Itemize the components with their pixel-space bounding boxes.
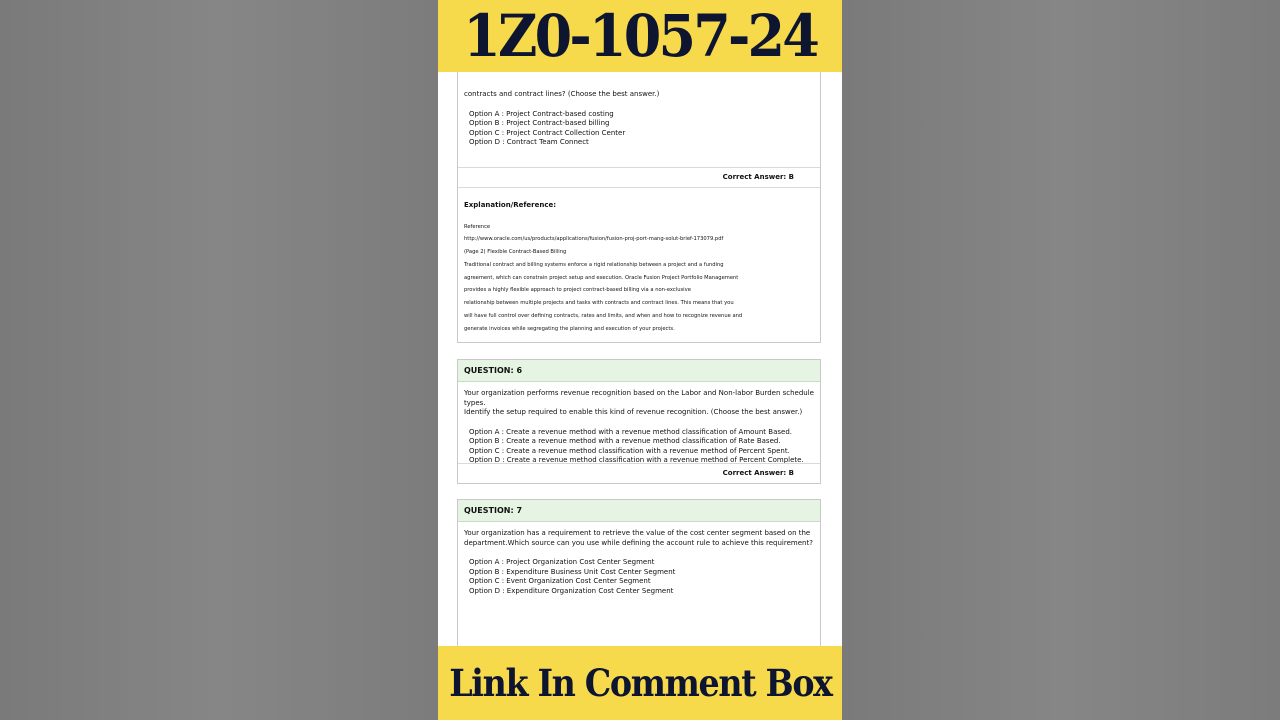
question-7-heading: QUESTION: 7 [458, 500, 820, 522]
explanation-line: will have full control over defining contracts, rates and limits, and when and how to recognize revenue and [464, 313, 743, 320]
explanation-line: Traditional contract and billing systems enforce a rigid relationship between a project and a funding [464, 261, 724, 268]
call-to-action-text: Link In Comment Box [448, 660, 832, 705]
question-text-line: department.Which source can you use while defining the account rule to achieve this requirement? [464, 538, 813, 547]
blurred-background-left [0, 0, 438, 720]
explanation-line: (Page 2) Flexible Contract-Based Billing [464, 249, 567, 256]
explanation-line: provides a highly flexible approach to project contract-based billing via a non-exclusive [464, 287, 691, 294]
question-6-heading: QUESTION: 6 [458, 360, 820, 382]
question-5-card [457, 72, 821, 343]
question-text-line: Identify the setup required to enable this kind of revenue recognition. (Choose the best answer.) [464, 408, 803, 416]
video-frame [438, 0, 842, 720]
correct-answer: Correct Answer: B [458, 167, 820, 188]
question-6-options [458, 418, 820, 466]
question-6-text [458, 382, 820, 418]
option-c: Option C : Project Contract Collection Center [469, 128, 626, 137]
option-b: Option B : Project Contract-based billing [469, 119, 610, 127]
blurred-background-right [842, 0, 1280, 720]
question-text-line: Your organization has a requirement to retrieve the value of the cost center segment based on the [464, 529, 811, 537]
option-d: Option D : Create a revenue method classification with a revenue method of Percent Complete. [469, 456, 804, 464]
option-a: Option A : Create a revenue method with a revenue method classification of Amount Based. [469, 427, 792, 436]
document-view [438, 72, 842, 646]
explanation-line: agreement, which can constrain project setup and execution. Oracle Fusion Project Portfolio Management [464, 274, 739, 281]
explanation-line: generate invoices while segregating the planning and execution of your projects. [464, 325, 675, 332]
option-d: Option D : Contract Team Connect [469, 138, 589, 146]
option-b: Option B : Expenditure Business Unit Cost Center Segment [469, 567, 676, 576]
option-a: Option A : Project Organization Cost Center Segment [469, 558, 655, 566]
top-banner [438, 0, 842, 72]
exam-code-title: 1Z0-1057-24 [463, 2, 817, 70]
explanation-title: Explanation/Reference: [464, 200, 557, 209]
reference-link[interactable]: http://www.oracle.com/us/products/applications/fusion/fusion-proj-port-mang-solut-brief-173079.pdf [464, 236, 724, 243]
question-7-options [458, 548, 820, 596]
question-5-text: contracts and contract lines? (Choose the best answer.) [464, 90, 660, 98]
option-a: Option A : Project Contract-based costing [469, 109, 614, 118]
question-7-text [458, 522, 820, 548]
explanation-body [458, 221, 820, 336]
correct-answer: Correct Answer: B [458, 463, 820, 483]
option-c: Option C : Create a revenue method classification with a revenue method of Percent Spent. [469, 446, 790, 455]
question-6-card [457, 359, 821, 484]
explanation-line: Reference [464, 223, 491, 230]
question-7-card [457, 499, 821, 646]
question-text-line: Your organization performs revenue recognition based on the Labor and Non-labor Burden schedule types. [464, 389, 814, 407]
option-d: Option D : Expenditure Organization Cost Center Segment [469, 586, 674, 595]
bottom-banner [438, 646, 842, 720]
question-5-options [458, 100, 820, 158]
explanation-line: relationship between multiple projects and tasks with contracts and contract lines. This means that you [464, 300, 734, 307]
option-c: Option C : Event Organization Cost Center Segment [469, 577, 651, 585]
option-b: Option B : Create a revenue method with a revenue method classification of Rate Based. [469, 437, 781, 445]
